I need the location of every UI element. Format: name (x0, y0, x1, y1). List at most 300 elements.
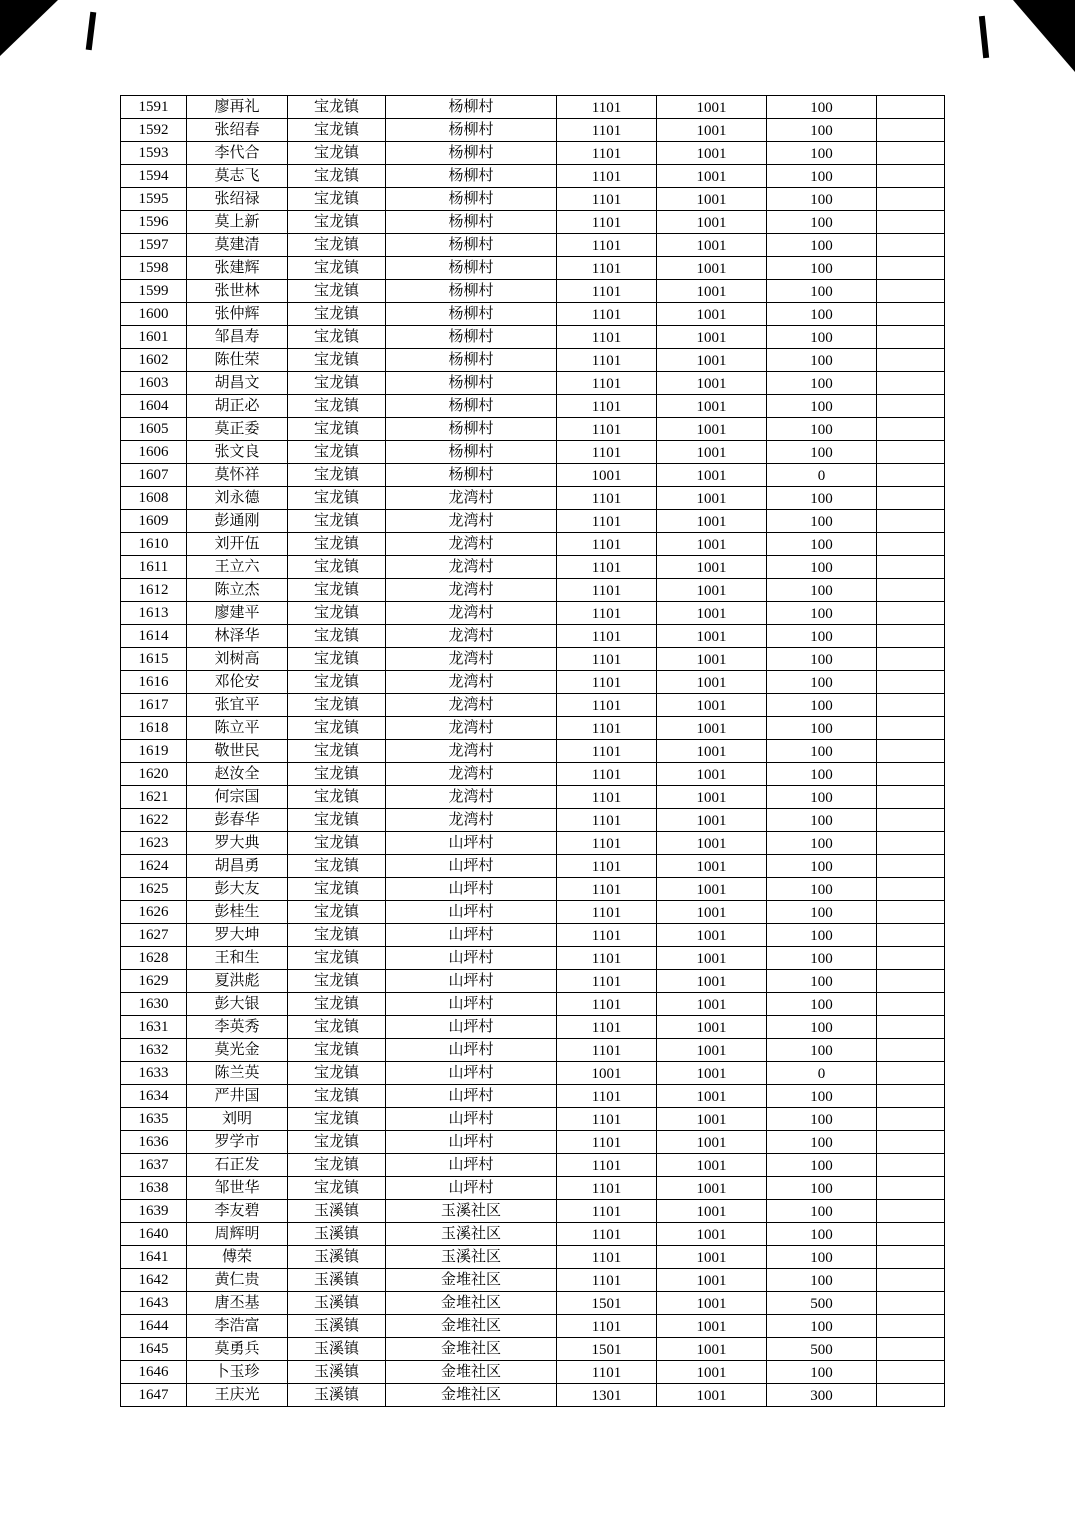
cell-village: 山坪村 (386, 1062, 557, 1085)
cell-village: 杨柳村 (386, 188, 557, 211)
cell-name: 刘永德 (187, 487, 288, 510)
cell-code-b: 1001 (657, 464, 767, 487)
cell-village: 玉溪社区 (386, 1200, 557, 1223)
cell-note (877, 740, 945, 763)
cell-id: 1602 (121, 349, 187, 372)
cell-town: 宝龙镇 (288, 579, 386, 602)
cell-village: 杨柳村 (386, 280, 557, 303)
cell-amount: 0 (767, 1062, 877, 1085)
cell-id: 1597 (121, 234, 187, 257)
cell-note (877, 1292, 945, 1315)
cell-town: 宝龙镇 (288, 786, 386, 809)
cell-name: 陈兰英 (187, 1062, 288, 1085)
cell-code-b: 1001 (657, 556, 767, 579)
cell-town: 宝龙镇 (288, 349, 386, 372)
cell-village: 杨柳村 (386, 303, 557, 326)
cell-town: 宝龙镇 (288, 441, 386, 464)
cell-code-a: 1101 (557, 1177, 657, 1200)
cell-amount: 100 (767, 533, 877, 556)
cell-amount: 100 (767, 142, 877, 165)
cell-town: 宝龙镇 (288, 878, 386, 901)
table-row (121, 625, 945, 648)
cell-code-b: 1001 (657, 924, 767, 947)
cell-id: 1638 (121, 1177, 187, 1200)
cell-village: 龙湾村 (386, 763, 557, 786)
scan-artifact-tick-right (979, 16, 989, 58)
cell-note (877, 625, 945, 648)
cell-note (877, 165, 945, 188)
cell-amount: 100 (767, 487, 877, 510)
cell-amount: 100 (767, 556, 877, 579)
table-row (121, 1315, 945, 1338)
table-row (121, 142, 945, 165)
cell-code-b: 1001 (657, 855, 767, 878)
cell-name: 李浩富 (187, 1315, 288, 1338)
cell-name: 夏洪彪 (187, 970, 288, 993)
cell-amount: 100 (767, 740, 877, 763)
cell-code-b: 1001 (657, 717, 767, 740)
cell-amount: 500 (767, 1292, 877, 1315)
cell-name: 彭大友 (187, 878, 288, 901)
table-row (121, 1223, 945, 1246)
cell-note (877, 1246, 945, 1269)
cell-id: 1630 (121, 993, 187, 1016)
cell-town: 宝龙镇 (288, 717, 386, 740)
cell-code-a: 1301 (557, 1384, 657, 1407)
cell-village: 杨柳村 (386, 372, 557, 395)
cell-code-a: 1101 (557, 349, 657, 372)
cell-name: 彭春华 (187, 809, 288, 832)
table-row (121, 1338, 945, 1361)
cell-note (877, 188, 945, 211)
cell-town: 宝龙镇 (288, 280, 386, 303)
cell-note (877, 878, 945, 901)
cell-code-a: 1001 (557, 464, 657, 487)
cell-name: 胡昌文 (187, 372, 288, 395)
cell-code-a: 1101 (557, 740, 657, 763)
cell-code-b: 1001 (657, 1361, 767, 1384)
cell-id: 1599 (121, 280, 187, 303)
cell-id: 1622 (121, 809, 187, 832)
cell-name: 张绍禄 (187, 188, 288, 211)
cell-note (877, 1200, 945, 1223)
cell-note (877, 763, 945, 786)
cell-code-a: 1001 (557, 1062, 657, 1085)
cell-code-b: 1001 (657, 648, 767, 671)
cell-id: 1618 (121, 717, 187, 740)
table-row (121, 1292, 945, 1315)
cell-town: 宝龙镇 (288, 188, 386, 211)
cell-code-a: 1101 (557, 1085, 657, 1108)
cell-note (877, 1177, 945, 1200)
cell-code-a: 1101 (557, 1131, 657, 1154)
cell-id: 1636 (121, 1131, 187, 1154)
cell-name: 胡正必 (187, 395, 288, 418)
cell-note (877, 441, 945, 464)
cell-code-b: 1001 (657, 326, 767, 349)
cell-code-a: 1101 (557, 510, 657, 533)
cell-name: 王和生 (187, 947, 288, 970)
cell-town: 宝龙镇 (288, 763, 386, 786)
cell-code-a: 1101 (557, 165, 657, 188)
cell-code-b: 1001 (657, 947, 767, 970)
cell-amount: 100 (767, 625, 877, 648)
table-row (121, 487, 945, 510)
cell-amount: 100 (767, 947, 877, 970)
cell-village: 龙湾村 (386, 717, 557, 740)
cell-town: 宝龙镇 (288, 257, 386, 280)
cell-code-a: 1101 (557, 809, 657, 832)
cell-village: 杨柳村 (386, 257, 557, 280)
cell-name: 唐丕基 (187, 1292, 288, 1315)
cell-id: 1647 (121, 1384, 187, 1407)
table-row (121, 96, 945, 119)
cell-town: 宝龙镇 (288, 533, 386, 556)
cell-id: 1611 (121, 556, 187, 579)
cell-note (877, 1131, 945, 1154)
cell-code-b: 1001 (657, 1223, 767, 1246)
cell-amount: 100 (767, 1039, 877, 1062)
cell-id: 1633 (121, 1062, 187, 1085)
cell-note (877, 1154, 945, 1177)
cell-id: 1644 (121, 1315, 187, 1338)
cell-town: 玉溪镇 (288, 1200, 386, 1223)
cell-code-b: 1001 (657, 280, 767, 303)
cell-id: 1620 (121, 763, 187, 786)
cell-id: 1631 (121, 1016, 187, 1039)
cell-id: 1625 (121, 878, 187, 901)
cell-town: 宝龙镇 (288, 809, 386, 832)
cell-id: 1591 (121, 96, 187, 119)
cell-note (877, 349, 945, 372)
cell-amount: 100 (767, 234, 877, 257)
table-row (121, 1016, 945, 1039)
cell-code-a: 1101 (557, 119, 657, 142)
cell-code-a: 1101 (557, 418, 657, 441)
cell-code-a: 1101 (557, 671, 657, 694)
cell-code-b: 1001 (657, 740, 767, 763)
cell-village: 山坪村 (386, 947, 557, 970)
cell-village: 龙湾村 (386, 809, 557, 832)
cell-amount: 100 (767, 326, 877, 349)
cell-village: 玉溪社区 (386, 1246, 557, 1269)
cell-id: 1594 (121, 165, 187, 188)
table-row (121, 579, 945, 602)
cell-id: 1614 (121, 625, 187, 648)
cell-code-a: 1101 (557, 142, 657, 165)
cell-note (877, 1315, 945, 1338)
cell-town: 宝龙镇 (288, 1131, 386, 1154)
table-row (121, 303, 945, 326)
cell-code-a: 1101 (557, 257, 657, 280)
cell-code-b: 1001 (657, 303, 767, 326)
cell-note (877, 142, 945, 165)
cell-code-b: 1001 (657, 533, 767, 556)
cell-code-a: 1101 (557, 763, 657, 786)
cell-amount: 100 (767, 1246, 877, 1269)
cell-name: 彭通刚 (187, 510, 288, 533)
cell-code-b: 1001 (657, 625, 767, 648)
cell-code-a: 1101 (557, 1016, 657, 1039)
cell-amount: 100 (767, 809, 877, 832)
table-row (121, 1039, 945, 1062)
cell-code-b: 1001 (657, 165, 767, 188)
cell-town: 宝龙镇 (288, 119, 386, 142)
cell-note (877, 970, 945, 993)
cell-town: 宝龙镇 (288, 947, 386, 970)
cell-village: 山坪村 (386, 1131, 557, 1154)
cell-id: 1603 (121, 372, 187, 395)
cell-town: 宝龙镇 (288, 418, 386, 441)
cell-amount: 100 (767, 1315, 877, 1338)
cell-code-a: 1101 (557, 487, 657, 510)
cell-name: 赵汝全 (187, 763, 288, 786)
cell-village: 杨柳村 (386, 418, 557, 441)
cell-id: 1613 (121, 602, 187, 625)
cell-note (877, 947, 945, 970)
cell-name: 黄仁贵 (187, 1269, 288, 1292)
cell-code-b: 1001 (657, 579, 767, 602)
table-row (121, 1154, 945, 1177)
cell-name: 莫勇兵 (187, 1338, 288, 1361)
cell-note (877, 280, 945, 303)
cell-id: 1605 (121, 418, 187, 441)
roster-table-body (121, 96, 945, 1407)
cell-code-b: 1001 (657, 96, 767, 119)
cell-amount: 300 (767, 1384, 877, 1407)
cell-code-b: 1001 (657, 257, 767, 280)
cell-amount: 100 (767, 349, 877, 372)
cell-code-a: 1101 (557, 441, 657, 464)
cell-village: 玉溪社区 (386, 1223, 557, 1246)
cell-note (877, 694, 945, 717)
cell-name: 罗大坤 (187, 924, 288, 947)
cell-code-a: 1101 (557, 1315, 657, 1338)
table-row (121, 441, 945, 464)
cell-note (877, 257, 945, 280)
cell-town: 玉溪镇 (288, 1338, 386, 1361)
cell-id: 1629 (121, 970, 187, 993)
cell-amount: 100 (767, 96, 877, 119)
cell-id: 1626 (121, 901, 187, 924)
cell-code-a: 1101 (557, 280, 657, 303)
cell-name: 严井国 (187, 1085, 288, 1108)
cell-village: 山坪村 (386, 993, 557, 1016)
cell-note (877, 602, 945, 625)
cell-name: 傅荣 (187, 1246, 288, 1269)
cell-village: 金堆社区 (386, 1315, 557, 1338)
cell-town: 玉溪镇 (288, 1292, 386, 1315)
cell-note (877, 1108, 945, 1131)
cell-note (877, 119, 945, 142)
cell-village: 龙湾村 (386, 671, 557, 694)
cell-name: 陈仕荣 (187, 349, 288, 372)
cell-amount: 100 (767, 257, 877, 280)
cell-code-b: 1001 (657, 786, 767, 809)
cell-id: 1640 (121, 1223, 187, 1246)
cell-town: 宝龙镇 (288, 625, 386, 648)
table-row (121, 602, 945, 625)
cell-note (877, 579, 945, 602)
cell-town: 宝龙镇 (288, 1039, 386, 1062)
cell-note (877, 326, 945, 349)
cell-code-a: 1101 (557, 1269, 657, 1292)
cell-town: 宝龙镇 (288, 142, 386, 165)
table-row (121, 464, 945, 487)
cell-village: 山坪村 (386, 924, 557, 947)
cell-name: 敬世民 (187, 740, 288, 763)
table-row (121, 1177, 945, 1200)
cell-town: 玉溪镇 (288, 1361, 386, 1384)
cell-code-a: 1101 (557, 1108, 657, 1131)
cell-town: 宝龙镇 (288, 1016, 386, 1039)
cell-note (877, 510, 945, 533)
cell-name: 胡昌勇 (187, 855, 288, 878)
table-row (121, 1108, 945, 1131)
cell-code-b: 1001 (657, 694, 767, 717)
cell-id: 1628 (121, 947, 187, 970)
cell-village: 金堆社区 (386, 1269, 557, 1292)
cell-village: 龙湾村 (386, 556, 557, 579)
cell-note (877, 533, 945, 556)
cell-code-a: 1101 (557, 878, 657, 901)
table-row (121, 326, 945, 349)
table-row (121, 280, 945, 303)
cell-code-a: 1101 (557, 1039, 657, 1062)
cell-town: 宝龙镇 (288, 395, 386, 418)
cell-town: 宝龙镇 (288, 303, 386, 326)
table-row (121, 832, 945, 855)
cell-code-b: 1001 (657, 418, 767, 441)
cell-code-b: 1001 (657, 1338, 767, 1361)
cell-town: 玉溪镇 (288, 1246, 386, 1269)
cell-code-b: 1001 (657, 349, 767, 372)
cell-town: 宝龙镇 (288, 832, 386, 855)
cell-amount: 100 (767, 1085, 877, 1108)
cell-village: 山坪村 (386, 1016, 557, 1039)
cell-amount: 100 (767, 970, 877, 993)
cell-amount: 100 (767, 924, 877, 947)
cell-amount: 100 (767, 878, 877, 901)
cell-code-b: 1001 (657, 993, 767, 1016)
cell-amount: 100 (767, 1269, 877, 1292)
cell-name: 石正发 (187, 1154, 288, 1177)
cell-village: 杨柳村 (386, 395, 557, 418)
cell-name: 李代合 (187, 142, 288, 165)
cell-note (877, 1384, 945, 1407)
cell-name: 刘树高 (187, 648, 288, 671)
cell-code-b: 1001 (657, 1108, 767, 1131)
table-row (121, 1062, 945, 1085)
cell-name: 廖建平 (187, 602, 288, 625)
cell-id: 1592 (121, 119, 187, 142)
cell-name: 廖再礼 (187, 96, 288, 119)
cell-town: 宝龙镇 (288, 694, 386, 717)
cell-note (877, 372, 945, 395)
cell-town: 宝龙镇 (288, 671, 386, 694)
table-row (121, 533, 945, 556)
cell-village: 山坪村 (386, 855, 557, 878)
cell-code-b: 1001 (657, 1292, 767, 1315)
table-row (121, 1384, 945, 1407)
table-row (121, 257, 945, 280)
table-row (121, 556, 945, 579)
cell-village: 金堆社区 (386, 1292, 557, 1315)
cell-id: 1643 (121, 1292, 187, 1315)
cell-note (877, 487, 945, 510)
cell-note (877, 855, 945, 878)
cell-code-a: 1101 (557, 855, 657, 878)
cell-village: 山坪村 (386, 901, 557, 924)
cell-id: 1595 (121, 188, 187, 211)
cell-village: 山坪村 (386, 878, 557, 901)
cell-code-a: 1101 (557, 1200, 657, 1223)
cell-village: 杨柳村 (386, 119, 557, 142)
cell-note (877, 809, 945, 832)
cell-code-a: 1101 (557, 947, 657, 970)
cell-name: 王立六 (187, 556, 288, 579)
cell-note (877, 993, 945, 1016)
cell-town: 宝龙镇 (288, 326, 386, 349)
cell-code-b: 1001 (657, 878, 767, 901)
cell-name: 邓伦安 (187, 671, 288, 694)
cell-id: 1617 (121, 694, 187, 717)
cell-town: 玉溪镇 (288, 1269, 386, 1292)
cell-note (877, 556, 945, 579)
cell-code-a: 1101 (557, 234, 657, 257)
cell-amount: 100 (767, 510, 877, 533)
cell-amount: 100 (767, 671, 877, 694)
cell-code-a: 1101 (557, 786, 657, 809)
cell-note (877, 96, 945, 119)
table-row (121, 947, 945, 970)
cell-town: 宝龙镇 (288, 855, 386, 878)
cell-id: 1609 (121, 510, 187, 533)
cell-name: 莫上新 (187, 211, 288, 234)
cell-name: 罗大典 (187, 832, 288, 855)
cell-name: 刘明 (187, 1108, 288, 1131)
cell-amount: 100 (767, 303, 877, 326)
cell-town: 玉溪镇 (288, 1223, 386, 1246)
cell-id: 1632 (121, 1039, 187, 1062)
table-row (121, 1269, 945, 1292)
cell-note (877, 1269, 945, 1292)
cell-name: 陈立杰 (187, 579, 288, 602)
cell-village: 杨柳村 (386, 326, 557, 349)
cell-code-b: 1001 (657, 809, 767, 832)
cell-amount: 100 (767, 832, 877, 855)
cell-village: 金堆社区 (386, 1338, 557, 1361)
cell-village: 杨柳村 (386, 464, 557, 487)
cell-code-a: 1101 (557, 211, 657, 234)
cell-id: 1600 (121, 303, 187, 326)
cell-code-a: 1101 (557, 1154, 657, 1177)
cell-code-b: 1001 (657, 602, 767, 625)
cell-town: 宝龙镇 (288, 993, 386, 1016)
cell-name: 莫正委 (187, 418, 288, 441)
cell-town: 宝龙镇 (288, 510, 386, 533)
cell-amount: 100 (767, 648, 877, 671)
cell-village: 山坪村 (386, 1085, 557, 1108)
table-row (121, 763, 945, 786)
cell-name: 李友碧 (187, 1200, 288, 1223)
cell-note (877, 1223, 945, 1246)
cell-code-b: 1001 (657, 142, 767, 165)
cell-name: 彭大银 (187, 993, 288, 1016)
cell-note (877, 418, 945, 441)
cell-note (877, 464, 945, 487)
cell-name: 张世林 (187, 280, 288, 303)
